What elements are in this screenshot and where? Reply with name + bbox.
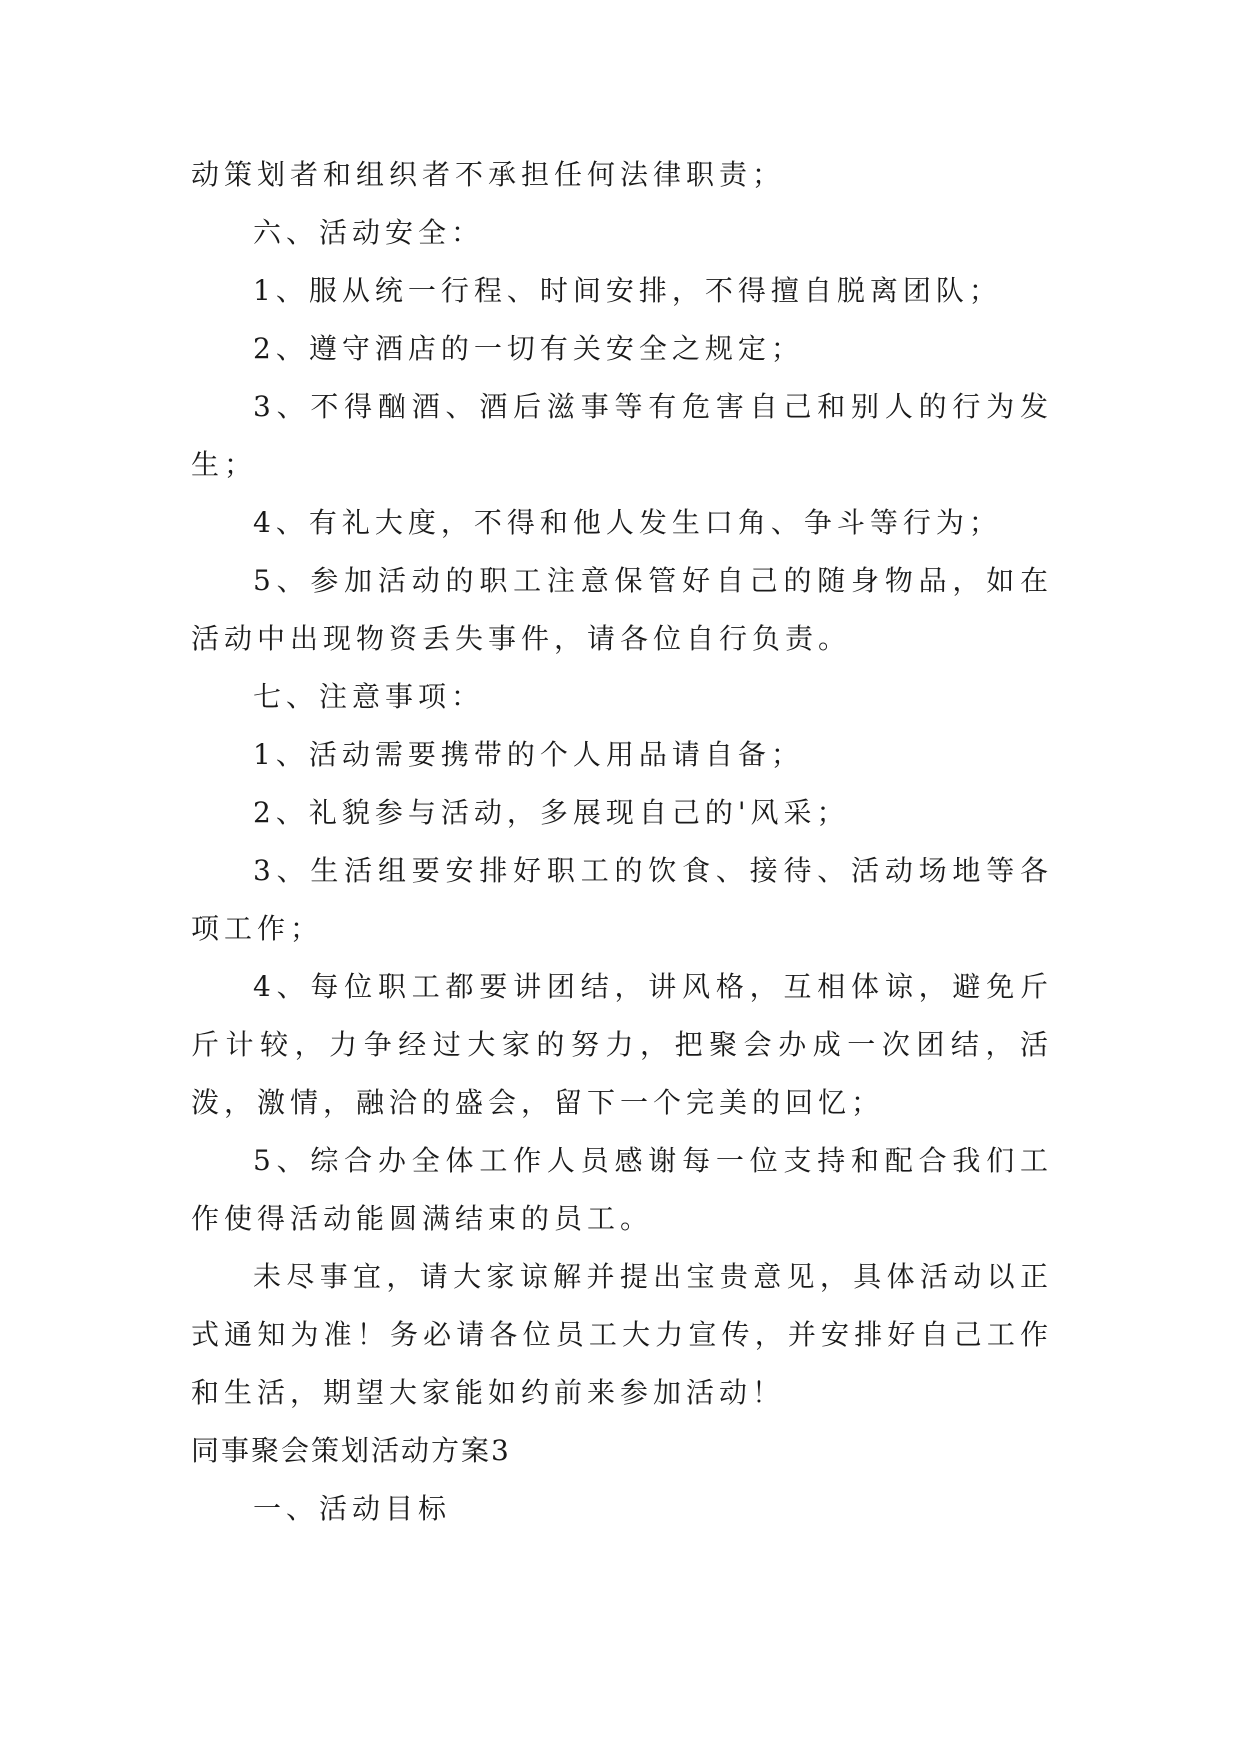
- heading-activity-safety: 六、活动安全：: [253, 216, 485, 249]
- paragraph-continuation: 动策划者和组织者不承担任何法律职责；: [191, 158, 786, 191]
- safety-item-4: 4、有礼大度，不得和他人发生口角、争斗等行为；: [253, 506, 1002, 539]
- notes-item-4: 4、每位职工都要讲团结，讲风格，互相体谅，避免斤斤计较，力争经过大家的努力，把聚会办成一次团结，活泼，激情，融洽的盛会，留下一个完美的回忆；: [191, 970, 1053, 1119]
- document-page: [191, 146, 1053, 1538]
- safety-item-3: 3、不得酗酒、酒后滋事等有危害自己和别人的行为发生；: [191, 390, 1053, 481]
- heading-notes: 七、注意事项：: [253, 680, 485, 713]
- safety-item-2: 2、遵守酒店的一切有关安全之规定；: [253, 332, 804, 365]
- notes-item-5: 5、综合办全体工作人员感谢每一位支持和配合我们工作使得活动能圆满结束的员工。: [191, 1144, 1053, 1235]
- section-first-item: 一、活动目标: [253, 1492, 452, 1525]
- closing-remark: 未尽事宜，请大家谅解并提出宝贵意见，具体活动以正式通知为准！务必请各位员工大力宣传，并安排好自己工作和生活，期望大家能如约前来参加活动！: [191, 1260, 1053, 1409]
- safety-item-1: 1、服从统一行程、时间安排，不得擅自脱离团队；: [253, 274, 1002, 307]
- safety-item-5: 5、参加活动的职工注意保管好自己的随身物品，如在活动中出现物资丢失事件，请各位自行负责。: [191, 564, 1053, 655]
- notes-item-1: 1、活动需要携带的个人用品请自备；: [253, 738, 804, 771]
- notes-item-2: 2、礼貌参与活动，多展现自己的'风采；: [253, 796, 850, 829]
- section-title: 同事聚会策划活动方案3: [191, 1434, 511, 1467]
- notes-item-3: 3、生活组要安排好职工的饮食、接待、活动场地等各项工作；: [191, 854, 1053, 945]
